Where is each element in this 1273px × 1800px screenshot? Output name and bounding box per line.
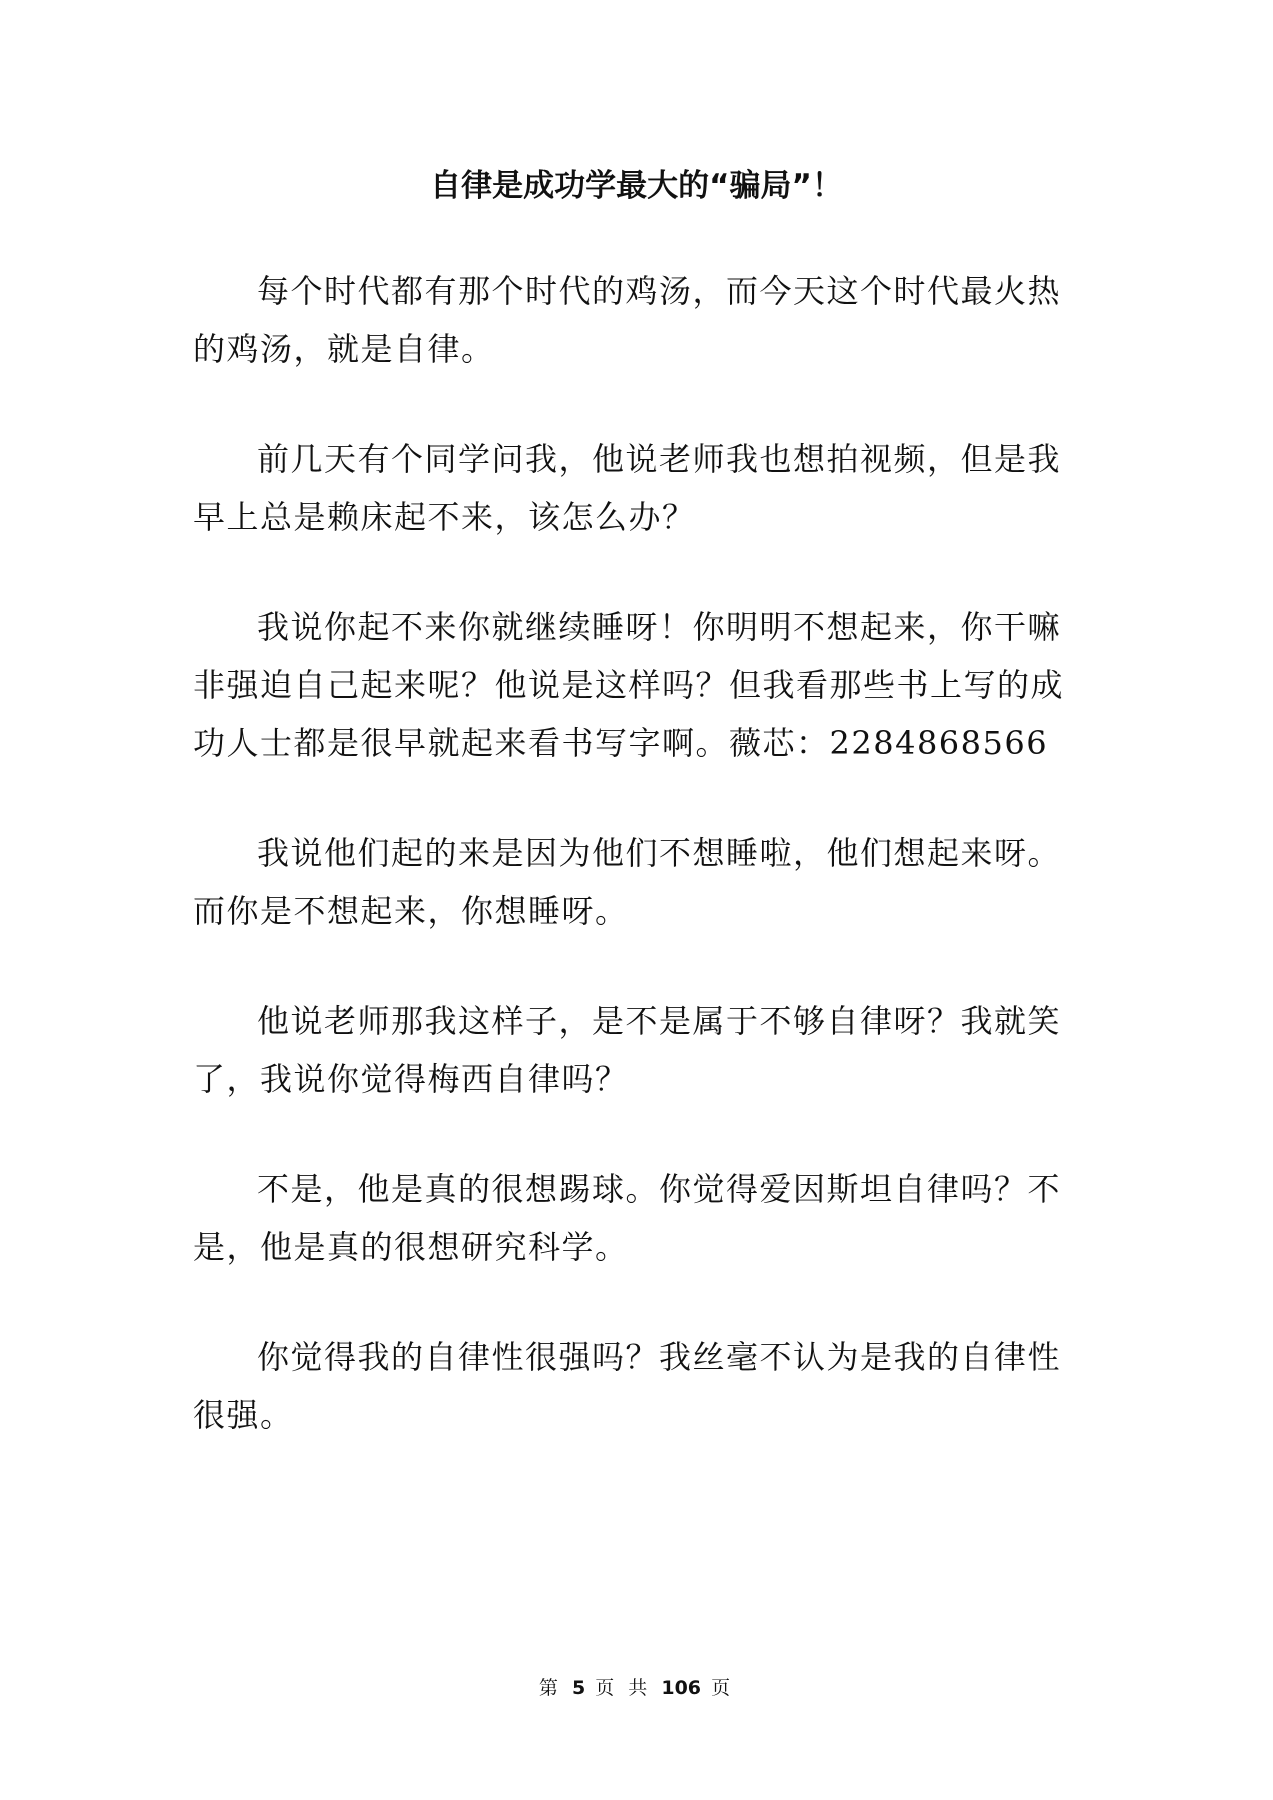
- total-pages-number: 106: [661, 1677, 702, 1699]
- current-page-number: 5: [571, 1677, 586, 1699]
- paragraph-5: 他说老师那我这样子，是不是属于不够自律呀？我就笑了，我说你觉得梅西自律吗？: [193, 1002, 1062, 1098]
- paragraph-6: 不是，他是真的很想踢球。你觉得爱因斯坦自律吗？不是，他是真的很想研究科学。: [193, 1170, 1062, 1266]
- paragraph-1: 每个时代都有那个时代的鸡汤，而今天这个时代最火热的鸡汤，就是自律。: [193, 272, 1062, 368]
- paragraph-4: 我说他们起的来是因为他们不想睡啦，他们想起来呀。而你是不想起来，你想睡呀。: [193, 834, 1062, 930]
- document-title: 自律是成功学最大的“骗局”！: [430, 168, 843, 204]
- document-body: [193, 262, 1089, 1496]
- paragraph-3: 我说你起不来你就继续睡呀！你明明不想起来，你干嘛非强迫自己起来呢？他说是这样吗？但我看那些书上写的成功人士都是很早就起来看书写字啊。薇芯：2284868566: [193, 608, 1065, 762]
- footer-prefix: 第: [538, 1677, 562, 1699]
- page-number-footer: [0, 1676, 1273, 1700]
- paragraph-7: 你觉得我的自律性很强吗？我丝毫不认为是我的自律性很强。: [193, 1338, 1062, 1434]
- paragraph-2: 前几天有个同学问我，他说老师我也想拍视频，但是我早上总是赖床起不来，该怎么办？: [193, 440, 1062, 536]
- footer-suffix: 页: [711, 1677, 735, 1699]
- footer-middle: 页 共: [595, 1677, 652, 1699]
